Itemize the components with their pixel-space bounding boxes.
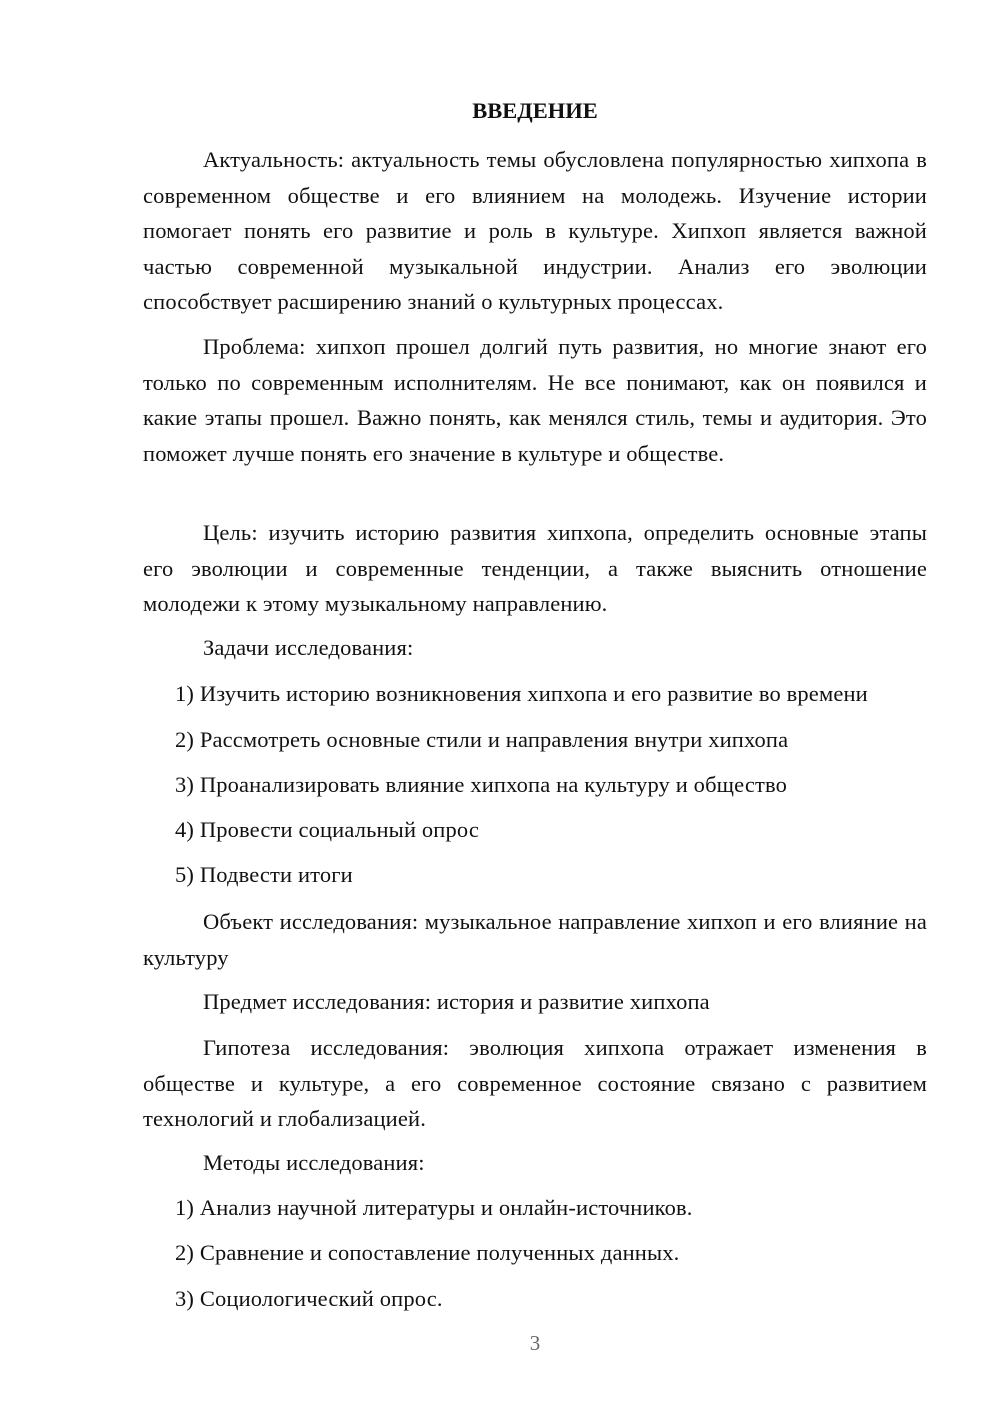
tasks-item: 3) Проанализировать влияние хипхопа на культуру и общество <box>175 772 787 797</box>
subject-paragraph: Предмет исследования: история и развитие хипхопа <box>203 989 710 1014</box>
problem-paragraph: Проблема: хипхоп прошел долгий путь развития, но многие знают его только по современным исполнителям. Не все понимают, как он появился и какие этапы прошел. Важно понять, как менялся стиль, темы и аудитория. Это поможет лучше понять его значение в культуре и обществе. <box>143 334 927 466</box>
object-paragraph: Объект исследования: музыкальное направление хипхоп и его влияние на культуру <box>143 909 927 970</box>
goal-block <box>143 515 927 622</box>
tasks-item-4-block <box>143 812 927 848</box>
tasks-item: 5) Подвести итоги <box>175 862 353 887</box>
tasks-item-1-block <box>143 676 927 712</box>
tasks-item-2-block <box>143 722 927 758</box>
object-block <box>143 904 927 975</box>
tasks-item: 2) Рассмотреть основные стили и направления внутри хипхопа <box>175 727 789 752</box>
relevance-paragraph: Актуальность: актуальность темы обусловлена популярностью хипхопа в современном обществе и его влиянием на молодежь. Изучение истории помогает понять его развитие и роль в культуре. Хипхоп является важной частью современной музыкальной индустрии. Анализ его эволюции способствует расширению знаний о культурных процессах. <box>143 147 927 315</box>
page-number: 3 <box>529 1331 541 1355</box>
methods-item: 3) Социологический опрос. <box>175 1286 443 1311</box>
methods-item-1-block <box>143 1190 927 1226</box>
methods-title: Методы исследования: <box>203 1150 425 1175</box>
problem-block <box>143 329 927 471</box>
hypothesis-block <box>143 1030 927 1137</box>
tasks-item: 1) Изучить историю возникновения хипхопа и его развитие во времени <box>175 681 868 706</box>
tasks-item-3-block <box>143 767 927 803</box>
tasks-item: 4) Провести социальный опрос <box>175 817 479 842</box>
hypothesis-paragraph: Гипотеза исследования: эволюция хипхопа отражает изменения в обществе и культуре, а его современное состояние связано с развитием технологий и глобализацией. <box>143 1035 927 1132</box>
tasks-title: Задачи исследования: <box>203 635 414 660</box>
methods-item-3-block <box>143 1281 927 1317</box>
tasks-title-block <box>143 630 927 666</box>
methods-item: 1) Анализ научной литературы и онлайн-источников. <box>175 1195 693 1220</box>
section-heading: ВВЕДЕНИЕ <box>472 98 598 123</box>
methods-title-block <box>143 1145 927 1181</box>
methods-item: 2) Сравнение и сопоставление полученных данных. <box>175 1240 680 1265</box>
relevance-block <box>143 142 927 320</box>
goal-paragraph: Цель: изучить историю развития хипхопа, определить основные этапы его эволюции и современные тенденции, а также выяснить отношение молодежи к этому музыкальному направлению. <box>143 520 927 617</box>
methods-item-2-block <box>143 1235 927 1271</box>
tasks-item-5-block <box>143 857 927 893</box>
subject-block <box>143 984 927 1020</box>
